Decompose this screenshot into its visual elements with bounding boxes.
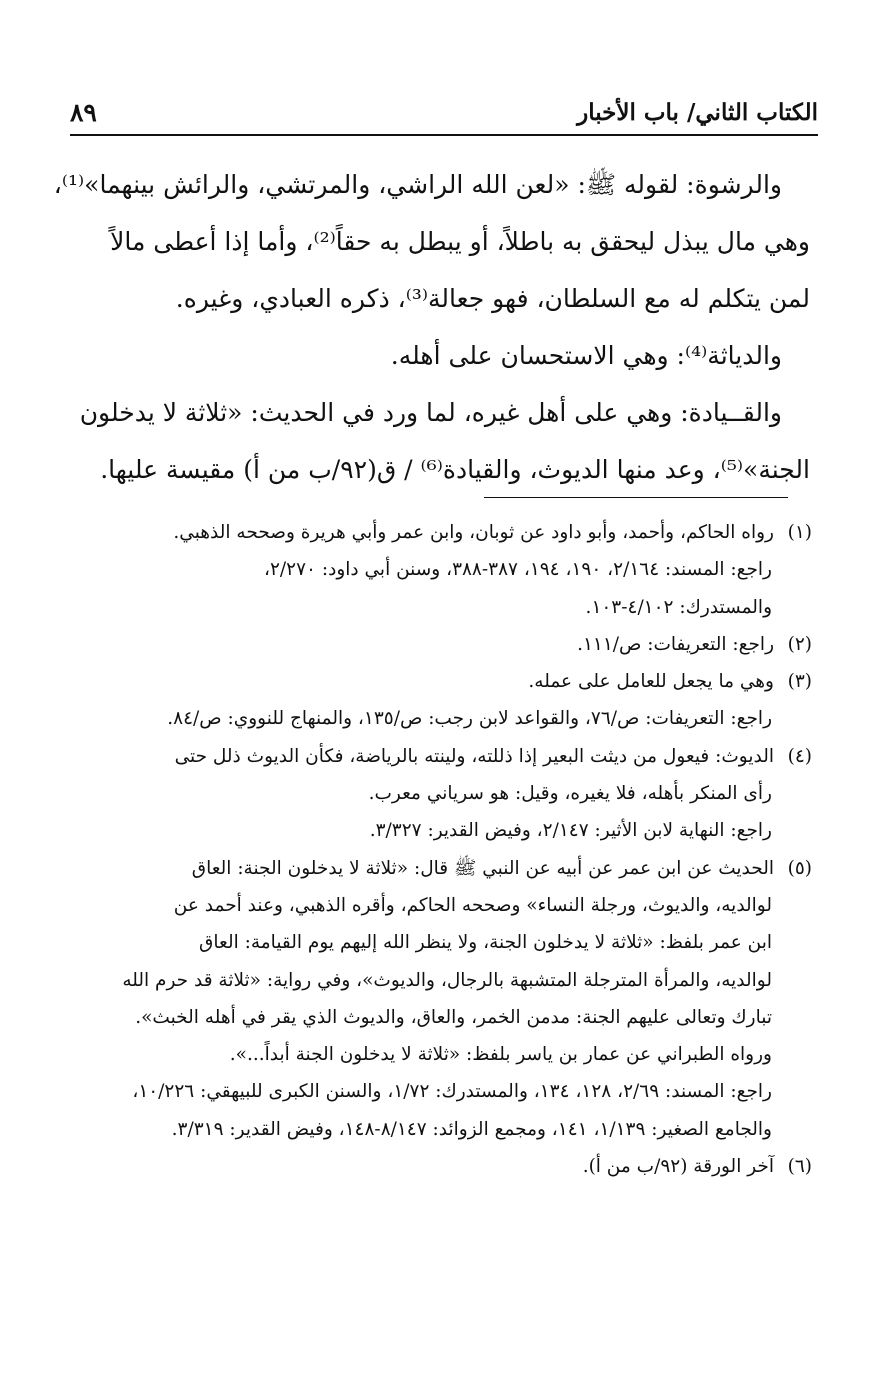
page-number: ٨٩ xyxy=(70,98,97,127)
footnote-text: وهي ما يجعل للعامل على عمله. xyxy=(528,671,774,693)
footnote-line xyxy=(72,887,812,924)
footnote-text: آخر الورقة (٩٢/ب من أ). xyxy=(582,1156,774,1178)
footnote-text: راجع: المسند: ٢/٦٩، ١٢٨، ١٣٤، والمستدرك: ١/٧٢، والسنن الكبرى للبيهقي: ١٠/٢٢٦، xyxy=(132,1081,772,1103)
footnote-line xyxy=(72,738,812,775)
footnote-text: رواه الحاكم، وأحمد، وأبو داود عن ثوبان، وابن عمر وأبي هريرة وصححه الذهبي. xyxy=(173,522,774,543)
footnote-number: (٤) xyxy=(787,745,812,767)
footnote-line xyxy=(72,812,812,849)
running-title: الكتاب الثاني/ باب الأخبار xyxy=(577,99,818,126)
footnote-text: ورواه الطبراني عن عمار بن ياسر بلفظ: «ثلاثة لا يدخلون الجنة أبداً...». xyxy=(229,1044,772,1066)
footnote-text: تبارك وتعالى عليهم الجنة: مدمن الخمر، والعاق، والديوث الذي يقر في أهله الخبث». xyxy=(135,1006,772,1028)
footnote-text: ابن عمر بلفظ: «ثلاثة لا يدخلون الجنة، ولا ينظر الله إليهم يوم القيامة: العاق xyxy=(199,932,772,954)
footnotes xyxy=(72,514,812,1185)
footnote-number: (١) xyxy=(787,522,812,543)
main-text xyxy=(53,156,810,498)
footnote-line xyxy=(72,962,812,999)
footnote-number: (٦) xyxy=(787,1156,812,1178)
footnote-text: والجامع الصغير: ١/١٣٩، ١٤١، ومجمع الزوائد: ٨/١٤٧-١٤٨، وفيض القدير: ٣/٣١٩. xyxy=(171,1118,772,1140)
footnote-line xyxy=(72,626,812,663)
footnote-separator xyxy=(484,497,788,498)
footnote-text: الديوث: فيعول من ديثت البعير إذا ذللته، ولينته بالرياضة، فكأن الديوث ذلل حتى xyxy=(174,745,774,767)
footnote-line xyxy=(72,589,812,626)
footnote-line xyxy=(72,663,812,700)
footnote-line xyxy=(72,850,812,887)
footnote-number: (٢) xyxy=(787,633,812,655)
footnote-line xyxy=(72,1148,812,1185)
header-rule xyxy=(70,134,818,136)
footnote-line xyxy=(72,924,812,961)
footnote-line xyxy=(72,1073,812,1110)
footnote-text: رأى المنكر بأهله، فلا يغيره، وقيل: هو سرياني معرب. xyxy=(368,783,772,805)
footnote-text: والمستدرك: ٤/١٠٢-١٠٣. xyxy=(585,596,772,618)
footnote-text: راجع: النهاية لابن الأثير: ٢/١٤٧، وفيض القدير: ٣/٣٢٧. xyxy=(369,820,772,842)
footnote-line xyxy=(72,999,812,1036)
footnote-text: لوالديه، والديوث، ورجلة النساء» وصححه الحاكم، وأقره الذهبي، وعند أحمد عن xyxy=(173,894,772,916)
footnote-text: لوالديه، والمرأة المترجلة المتشبهة بالرجال، والديوث»، وفي رواية: «ثلاثة قد حرم الله xyxy=(122,969,772,991)
main-line-6: الجنة»⁽⁵⁾، وعد منها الديوث، والقيادة⁽⁶⁾ / ق(٩٢/ب من أ) مقيسة عليها. xyxy=(100,455,810,484)
main-line-2: وهي مال يبذل ليحقق به باطلاً، أو يبطل به حقاً⁽²⁾، وأما إذا أعطى مالاً xyxy=(110,227,810,256)
main-line-4: والدياثة⁽⁴⁾: وهي الاستحسان على أهله. xyxy=(390,341,782,370)
footnote-line xyxy=(72,700,812,737)
footnote-text: راجع: التعريفات: ص/١١١. xyxy=(577,633,774,655)
footnote-line xyxy=(72,1036,812,1073)
main-line-3: لمن يتكلم له مع السلطان، فهو جعالة⁽³⁾، ذكره العبادي، وغيره. xyxy=(175,284,810,313)
page-header xyxy=(70,96,818,138)
footnote-text: راجع: المسند: ٢/١٦٤، ١٩٠، ١٩٤، ٣٨٧-٣٨٨، وسنن أبي داود: ٢/٢٧٠، xyxy=(264,559,772,581)
footnote-line xyxy=(72,775,812,812)
footnote-line xyxy=(72,1111,812,1148)
footnote-text: راجع: التعريفات: ص/٧٦، والقواعد لابن رجب: ص/١٣٥، والمنهاج للنووي: ص/٨٤. xyxy=(167,708,772,730)
main-line-1: والرشوة: لقوله ﷺ: «لعن الله الراشي، والمرتشي، والرائش بينهما»⁽¹⁾، xyxy=(53,170,782,199)
footnote-number: (٣) xyxy=(787,671,812,693)
footnote-number: (٥) xyxy=(787,857,812,879)
footnote-line xyxy=(72,514,812,551)
main-line-5: والقــيادة: وهي على أهل غيره، لما ورد في الحديث: «ثلاثة لا يدخلون xyxy=(79,398,782,427)
footnote-line xyxy=(72,551,812,588)
footnote-text: الحديث عن ابن عمر عن أبيه عن النبي ﷺ قال: «ثلاثة لا يدخلون الجنة: العاق xyxy=(191,857,774,879)
